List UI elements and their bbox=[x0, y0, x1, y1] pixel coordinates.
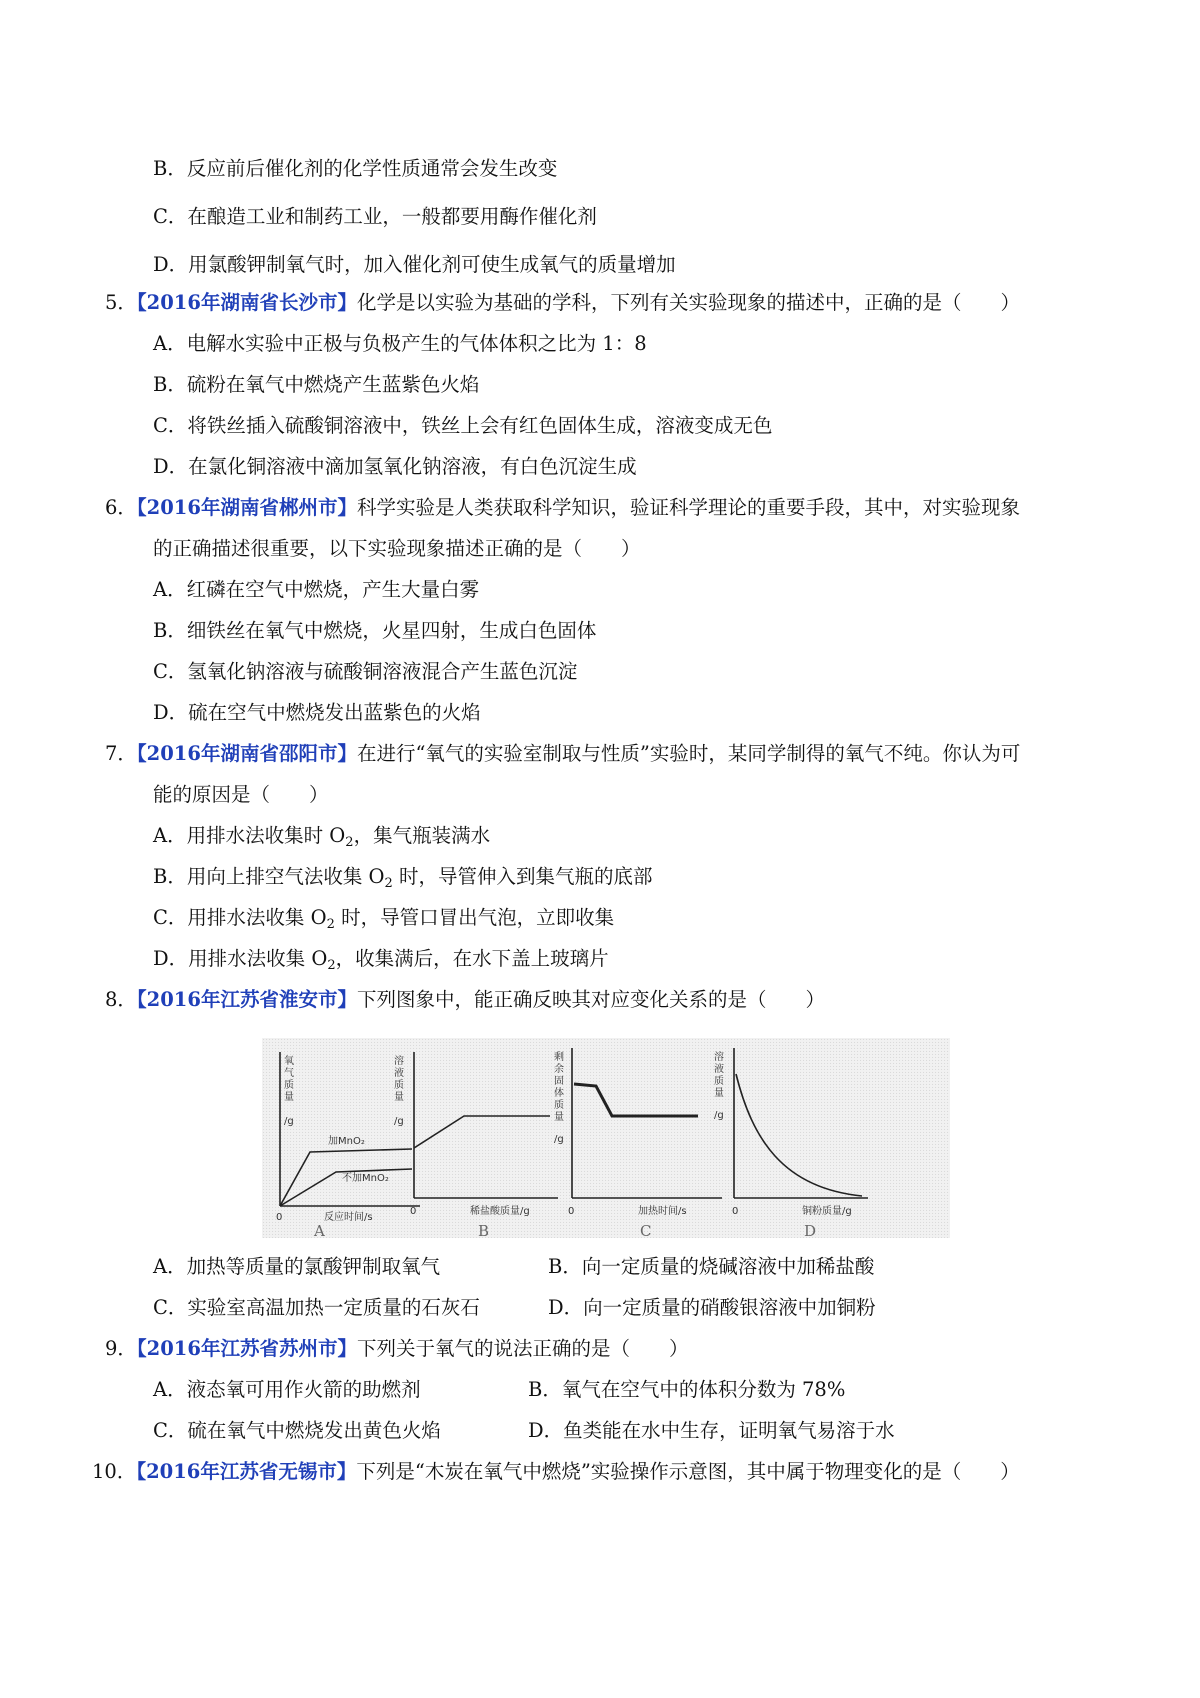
graph-d-panel-label: D bbox=[804, 1222, 817, 1238]
question-number: 10． bbox=[92, 1460, 137, 1483]
graph-b-curve bbox=[414, 1116, 550, 1148]
graph-b-origin: 0 bbox=[410, 1206, 417, 1217]
q7-option-c: C．用排水法收集 $O_2$ 时，导管口冒出气泡，立即收集 bbox=[153, 906, 615, 932]
question-stem: 下列是“木炭在氧气中燃烧”实验操作示意图，其中属于物理变化的是（ ） bbox=[356, 1460, 1020, 1483]
q9-option-c: C．硫在氧气中燃烧发出黄色火焰 bbox=[153, 1419, 441, 1442]
graph-c-panel-label: C bbox=[640, 1222, 652, 1238]
question-stem: 科学实验是人类获取科学知识，验证科学理论的重要手段，其中，对实验现象 bbox=[356, 496, 1020, 519]
svg-text:量: 量 bbox=[554, 1112, 564, 1123]
svg-text:溶: 溶 bbox=[714, 1052, 724, 1063]
graph-a-label-line2: 不加MnO₂ bbox=[342, 1173, 389, 1184]
q8-stem-line bbox=[105, 986, 825, 1014]
svg-text:/g: /g bbox=[714, 1110, 724, 1121]
graph-b-xlabel: 稀盐酸质量/g bbox=[470, 1206, 530, 1217]
q7-stem-line bbox=[105, 740, 1020, 768]
q7-option-d: D．用排水法收集 $O_2$，收集满后，在水下盖上玻璃片 bbox=[153, 947, 609, 973]
svg-text:/g: /g bbox=[394, 1116, 404, 1127]
q6-option-c: C．氢氧化钠溶液与硫酸铜溶液混合产生蓝色沉淀 bbox=[153, 660, 578, 683]
graph-b-panel-label: B bbox=[478, 1222, 490, 1238]
svg-text:量: 量 bbox=[394, 1092, 404, 1103]
graph-a-ylabel-5: /g bbox=[284, 1116, 294, 1127]
svg-text:液: 液 bbox=[394, 1068, 404, 1079]
graph-d bbox=[714, 1048, 868, 1238]
graph-c-xlabel: 加热时间/s bbox=[638, 1206, 687, 1217]
graph-a-panel-label: A bbox=[314, 1222, 325, 1238]
svg-text:量: 量 bbox=[714, 1088, 724, 1099]
graph-a-label-line1: 加MnO₂ bbox=[328, 1136, 365, 1147]
question-number: 8． bbox=[105, 988, 137, 1011]
graph-d-origin: 0 bbox=[732, 1206, 739, 1217]
q5-option-a: A．电解水实验中正极与负极产生的气体体积之比为 1：8 bbox=[153, 332, 647, 355]
q9-option-b: B．氧气在空气中的体积分数为 78% bbox=[528, 1378, 846, 1401]
graph-a-xlabel: 反应时间/s bbox=[324, 1212, 373, 1223]
question-number: 7． bbox=[105, 742, 137, 765]
question-source: 【2016年湖南省长沙市】 bbox=[136, 291, 357, 314]
svg-text:体: 体 bbox=[554, 1088, 564, 1099]
q8-graphs-svg bbox=[262, 1038, 950, 1238]
graph-c-curve bbox=[574, 1084, 698, 1116]
graph-a-ylabel-1: 氧 bbox=[284, 1056, 294, 1067]
question-number: 6． bbox=[105, 496, 137, 519]
q6-stem-line-2: 的正确描述很重要，以下实验现象描述正确的是（ ） bbox=[153, 537, 641, 560]
question-stem: 下列关于氧气的说法正确的是（ ） bbox=[356, 1337, 689, 1360]
question-source: 【2016年湖南省邵阳市】 bbox=[136, 742, 357, 765]
graph-a-ylabel-3: 质 bbox=[284, 1080, 294, 1091]
q5-option-b: B．硫粉在氧气中燃烧产生蓝紫色火焰 bbox=[153, 373, 480, 396]
svg-text:余: 余 bbox=[554, 1064, 564, 1075]
q10-stem-line bbox=[92, 1458, 1020, 1486]
q4-option-d: D．用氯酸钾制氧气时，加入催化剂可使生成氧气的质量增加 bbox=[153, 253, 676, 276]
graph-c-origin: 0 bbox=[568, 1206, 575, 1217]
q8-graph-figure bbox=[262, 1038, 950, 1238]
question-stem: 在进行“氧气的实验室制取与性质”实验时，某同学制得的氧气不纯。你认为可 bbox=[356, 742, 1021, 765]
q9-stem-line bbox=[105, 1335, 688, 1363]
graph-a-ylabel-4: 量 bbox=[284, 1092, 294, 1103]
q8-option-c: C．实验室高温加热一定质量的石灰石 bbox=[153, 1296, 480, 1319]
question-source: 【2016年湖南省郴州市】 bbox=[136, 496, 357, 519]
q6-option-b: B．细铁丝在氧气中燃烧，火星四射，生成白色固体 bbox=[153, 619, 597, 642]
graph-d-xlabel: 铜粉质量/g bbox=[802, 1206, 852, 1217]
svg-text:剩: 剩 bbox=[554, 1052, 564, 1063]
graph-d-curve bbox=[736, 1074, 862, 1196]
question-number: 5． bbox=[105, 291, 137, 314]
graph-a-origin: 0 bbox=[276, 1212, 283, 1223]
svg-text:溶: 溶 bbox=[394, 1056, 404, 1067]
q6-option-a: A．红磷在空气中燃烧，产生大量白雾 bbox=[153, 578, 480, 601]
question-stem: 化学是以实验为基础的学科，下列有关实验现象的描述中，正确的是（ ） bbox=[356, 291, 1020, 314]
question-source: 【2016年江苏省淮安市】 bbox=[136, 988, 357, 1011]
q9-option-a: A．液态氧可用作火箭的助燃剂 bbox=[153, 1378, 421, 1401]
question-number: 9． bbox=[105, 1337, 137, 1360]
graph-b bbox=[394, 1052, 558, 1238]
q7-option-a: A．用排水法收集时 $O_2$，集气瓶装满水 bbox=[153, 824, 491, 850]
q4-option-b: B．反应前后催化剂的化学性质通常会发生改变 bbox=[153, 157, 558, 180]
q5-option-c: C．将铁丝插入硫酸铜溶液中，铁丝上会有红色固体生成，溶液变成无色 bbox=[153, 414, 773, 437]
q5-option-d: D．在氯化铜溶液中滴加氢氧化钠溶液，有白色沉淀生成 bbox=[153, 455, 637, 478]
q8-option-b: B．向一定质量的烧碱溶液中加稀盐酸 bbox=[548, 1255, 875, 1278]
q6-stem-line bbox=[105, 494, 1020, 522]
q8-option-d: D．向一定质量的硝酸银溶液中加铜粉 bbox=[548, 1296, 876, 1319]
q4-option-c: C．在酿造工业和制药工业，一般都要用酶作催化剂 bbox=[153, 205, 597, 228]
svg-text:质: 质 bbox=[554, 1100, 564, 1111]
graph-c bbox=[554, 1048, 722, 1238]
question-stem: 下列图象中，能正确反映其对应变化关系的是（ ） bbox=[356, 988, 825, 1011]
svg-text:/g: /g bbox=[554, 1134, 564, 1145]
question-source: 【2016年江苏省苏州市】 bbox=[136, 1337, 357, 1360]
q6-option-d: D．硫在空气中燃烧发出蓝紫色的火焰 bbox=[153, 701, 481, 724]
svg-text:质: 质 bbox=[394, 1080, 404, 1091]
q8-option-a: A．加热等质量的氯酸钾制取氧气 bbox=[153, 1255, 441, 1278]
q5-stem-line bbox=[105, 289, 1020, 317]
svg-text:固: 固 bbox=[554, 1076, 564, 1087]
q7-stem-line-2: 能的原因是（ ） bbox=[153, 783, 329, 806]
question-source: 【2016年江苏省无锡市】 bbox=[136, 1460, 357, 1483]
svg-text:液: 液 bbox=[714, 1064, 724, 1075]
graph-a-ylabel-2: 气 bbox=[284, 1068, 294, 1079]
q9-option-d: D．鱼类能在水中生存，证明氧气易溶于水 bbox=[528, 1419, 895, 1442]
q7-option-b: B．用向上排空气法收集 $O_2$ 时，导管伸入到集气瓶的底部 bbox=[153, 865, 653, 891]
svg-text:质: 质 bbox=[714, 1076, 724, 1087]
